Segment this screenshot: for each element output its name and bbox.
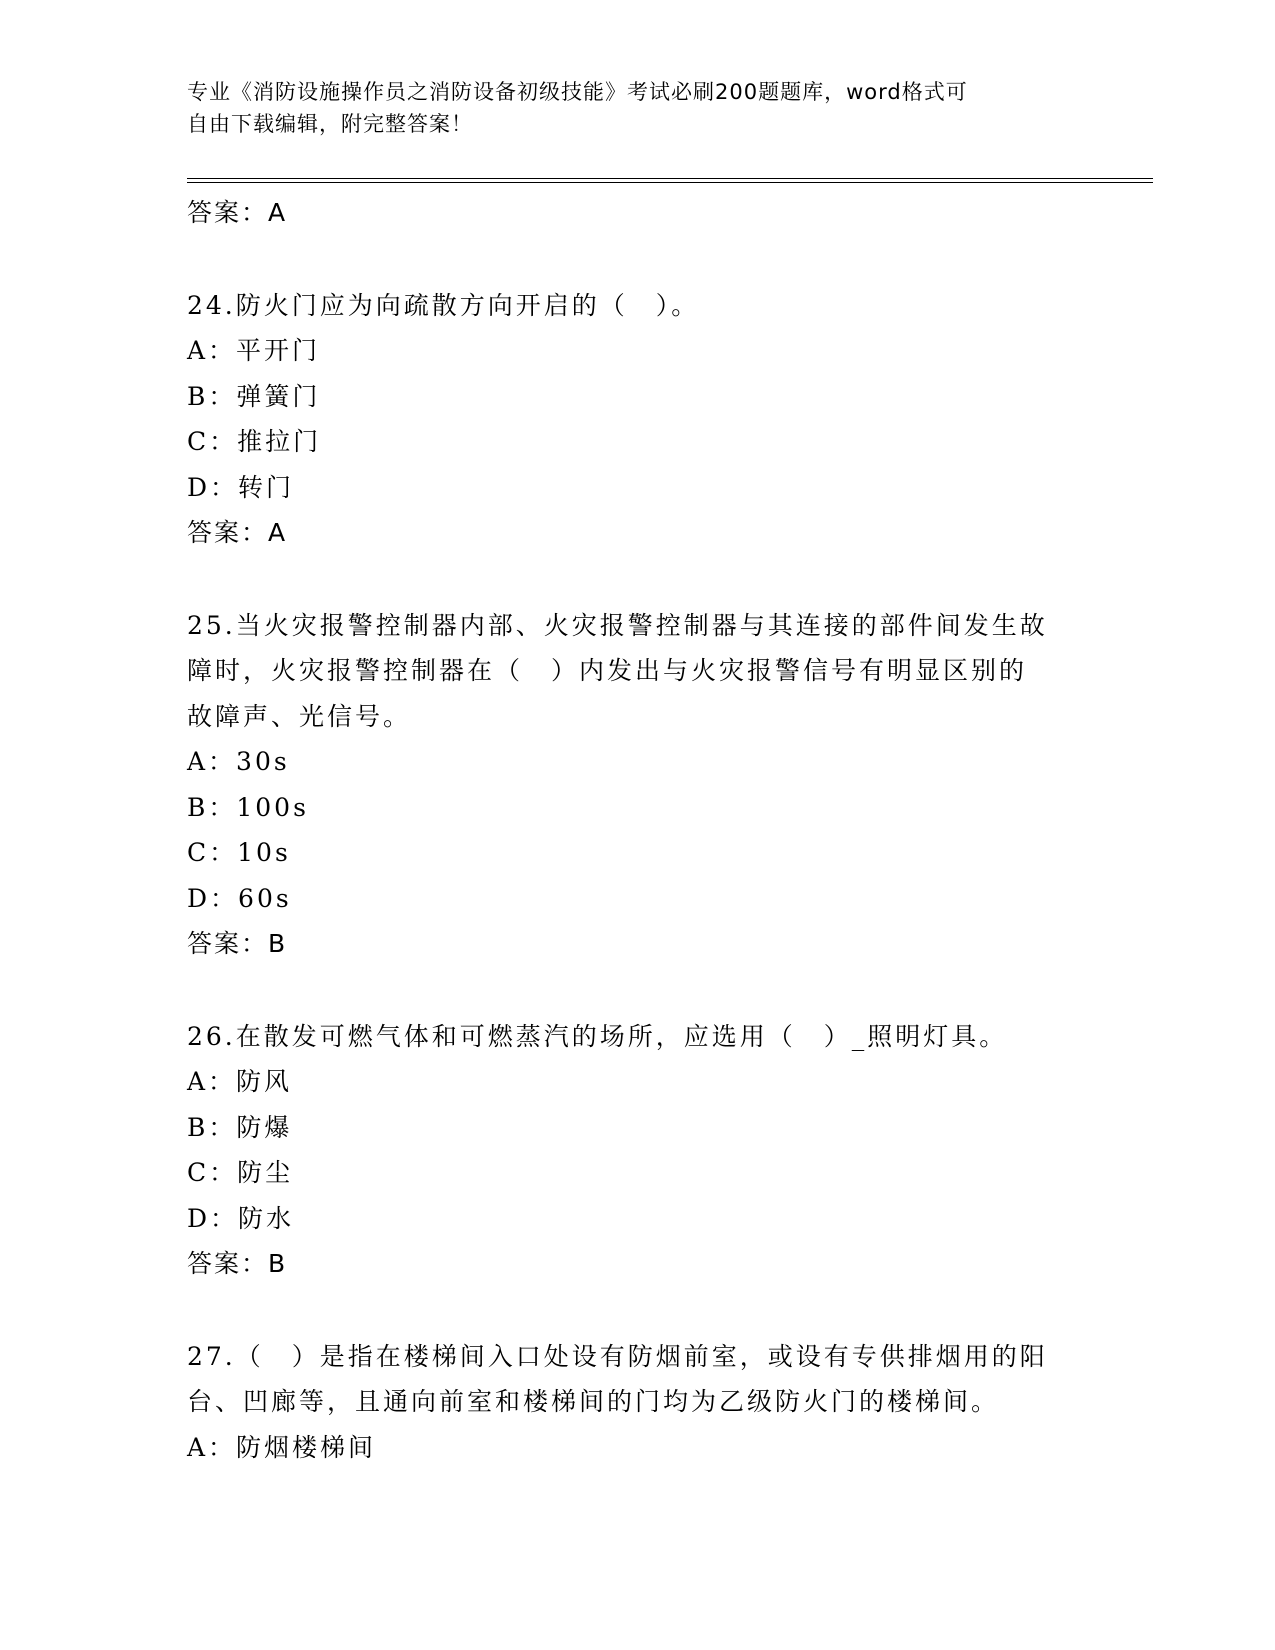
question-27 <box>187 1334 1087 1471</box>
question-stem: 24.防火门应为向疏散方向开启的（ ）。 <box>187 290 700 320</box>
question-24 <box>187 283 1087 556</box>
question-stem: 台、凹廊等，且通向前室和楼梯间的门均为乙级防火门的楼梯间。 <box>187 1387 1000 1416</box>
spacer <box>187 1287 1087 1334</box>
question-stem: 障时，火灾报警控制器在（ ）内发出与火灾报警信号有明显区别的 <box>187 656 1028 685</box>
option-d: D：防水 <box>187 1203 295 1233</box>
option-b: B：100s <box>187 792 309 822</box>
document-header <box>187 76 1067 140</box>
option-a: A：防烟楼梯间 <box>187 1432 377 1462</box>
spacer <box>187 967 1087 1014</box>
answer-line: 答案：B <box>187 1249 288 1278</box>
question-stem: 25.当火灾报警控制器内部、火灾报警控制器与其连接的部件间发生故 <box>187 610 1048 640</box>
option-b: B：弹簧门 <box>187 381 321 411</box>
spacer <box>187 556 1087 603</box>
option-c: C：防尘 <box>187 1158 294 1187</box>
header-divider-bottom <box>187 182 1153 183</box>
option-c: C：10s <box>187 838 291 867</box>
question-26 <box>187 1014 1087 1287</box>
question-stem: 26.在散发可燃气体和可燃蒸汽的场所，应选用（ ）_照明灯具。 <box>187 1021 1008 1051</box>
header-line-1: 专业《消防设施操作员之消防设备初级技能》考试必刷200题题库，word格式可 <box>187 80 968 104</box>
question-list <box>187 190 1087 1470</box>
header-line-2: 自由下载编辑，附完整答案！ <box>187 112 473 136</box>
option-a: A：30s <box>187 747 290 776</box>
option-c: C：推拉门 <box>187 427 322 456</box>
question-stem: 故障声、光信号。 <box>187 701 412 731</box>
answer-line: 答案：A <box>187 198 288 227</box>
option-a: A：防风 <box>187 1067 293 1096</box>
question-25 <box>187 603 1087 967</box>
option-d: D：60s <box>187 883 292 913</box>
answer-line: 答案：B <box>187 929 288 958</box>
option-b: B：防爆 <box>187 1112 293 1142</box>
spacer <box>187 236 1087 283</box>
question-stem: 27.（ ）是指在楼梯间入口处设有防烟前室，或设有专供排烟用的阳 <box>187 1341 1048 1371</box>
option-d: D：转门 <box>187 472 295 502</box>
header-divider-top <box>187 178 1153 179</box>
answer-line: 答案：A <box>187 518 288 547</box>
option-a: A：平开门 <box>187 336 321 365</box>
